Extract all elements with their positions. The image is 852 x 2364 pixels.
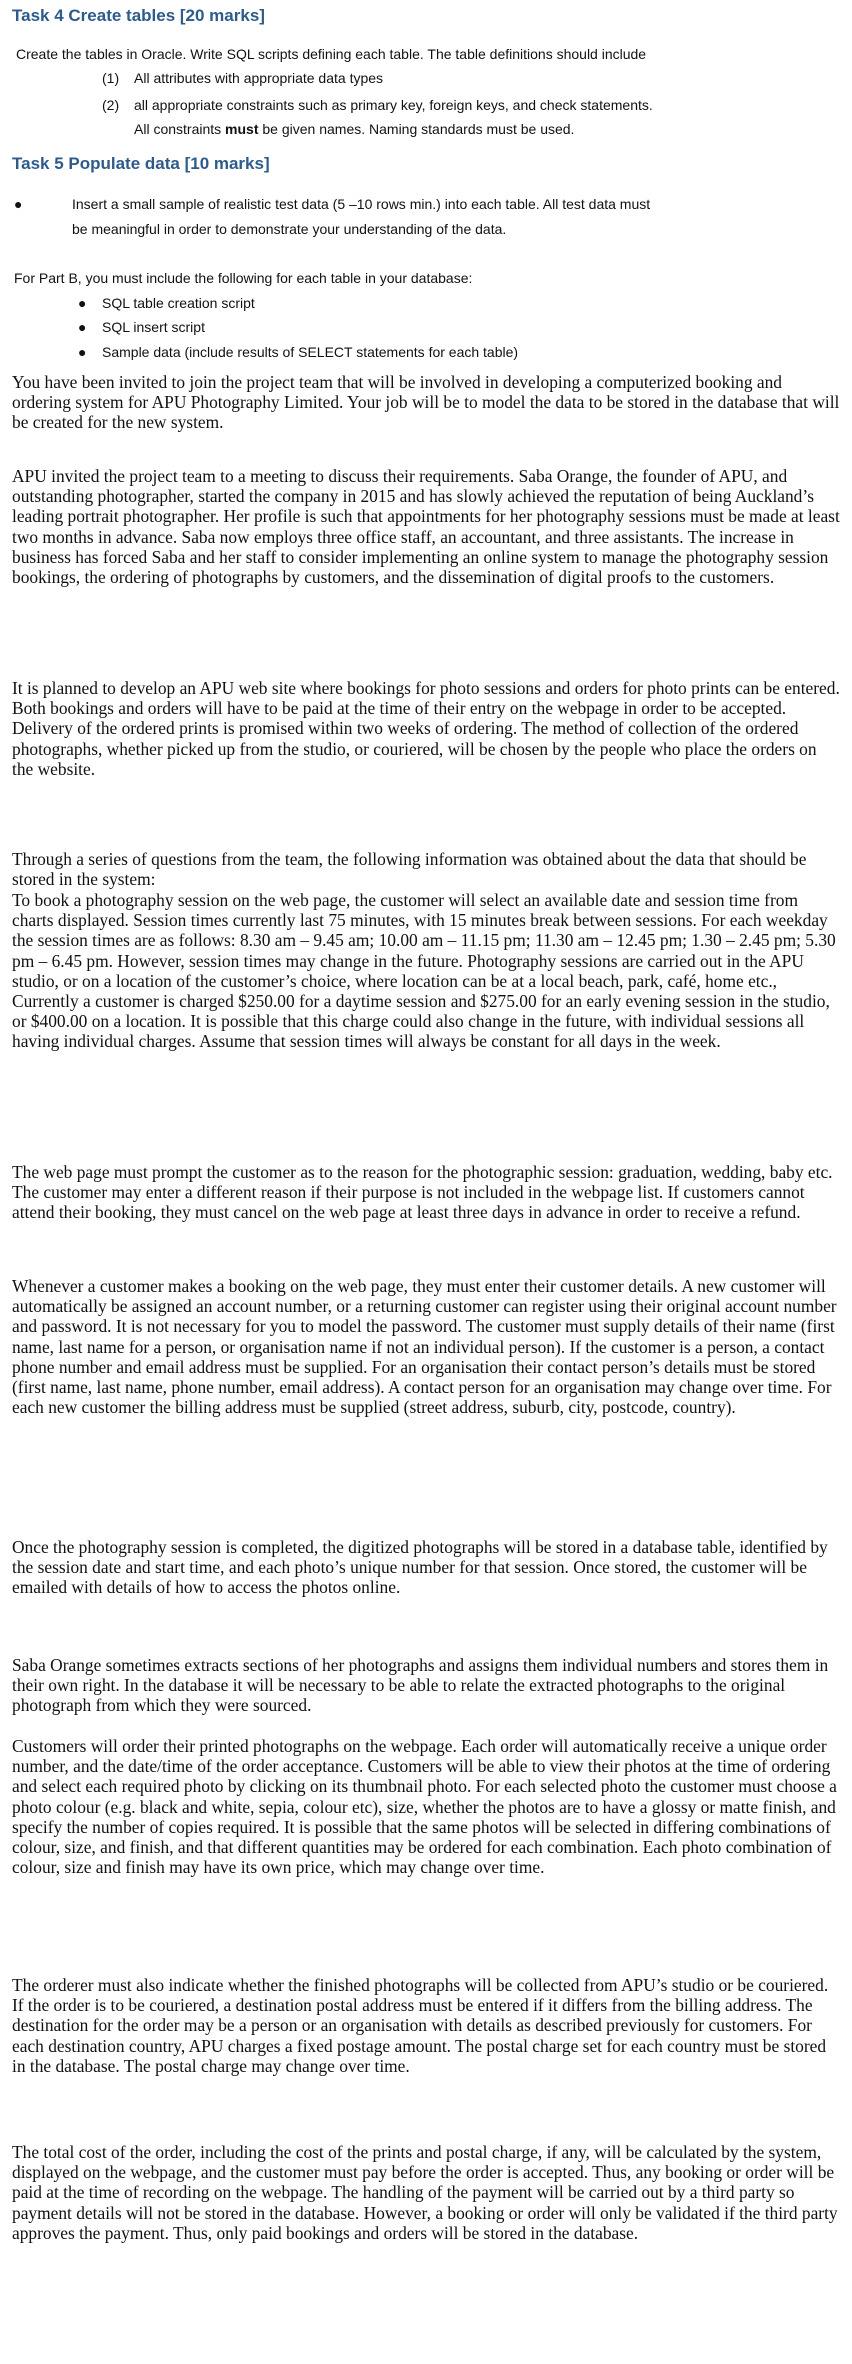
case-paragraph [12, 1276, 842, 1417]
paragraph-text: To book a photography session on the web page, the customer will select an available date and session time from charts displayed. Session times currently last 75 minutes, with 15 minutes break between sessions. For each weekday the session times are as follows: 8.30 am – 9.45 am; 10.00 am – 11.15 pm; 11.30 am – 12.45 pm; 1.30 – 2.45 pm; 5.30 pm – 6.45 pm. However, session times may change in the future. Photography sessions are carried out in the APU studio, or on a location of the customer’s choice, where location can be at a local beach, park, café, home etc., Currently a customer is charged $250.00 for a daytime session and $275.00 for an early evening session in the studio, or $400.00 on a location. It is possible that this charge could also change in the future, with individual sessions all having individual charges. Assume that session times will always be constant for all days in the week. [12, 890, 836, 1052]
case-paragraph [12, 678, 842, 779]
task4-naming-note [134, 121, 574, 137]
task4-item-text: All attributes with appropriate data types [134, 70, 384, 86]
paragraph-text: The orderer must also indicate whether the finished photographs will be collected from APU’s studio or be couriered. If the order is to be couriered, a destination postal address must be entered if it differs from the billing address. The destination for the order may be a person or an organisation with details as described previously for customers. For each destination country, APU charges a fixed postage amount. The postal charge set for each country must be stored in the database. The postal charge may change over time. [12, 1975, 829, 2076]
case-paragraph [12, 466, 842, 587]
case-paragraph [12, 2142, 842, 2243]
bullet-icon: ● [78, 344, 87, 360]
task4-item-text: all appropriate constraints such as primary key, foreign keys, and check statements. [134, 97, 653, 113]
task4-intro: Create the tables in Oracle. Write SQL scripts defining each table. The table definitions should include [16, 46, 647, 62]
task4-item-number: (1) [102, 70, 120, 86]
paragraph-text: Once the photography session is completed, the digitized photographs will be stored in a database table, identified by the session date and start time, and each photo’s unique number for that session. Once stored, the customer will be emailed with details of how to access the photos online. [12, 1537, 828, 1598]
case-paragraph [12, 1162, 842, 1223]
paragraph-text: The total cost of the order, including the cost of the prints and postal charge, if any, will be calculated by the system, displayed on the webpage, and the customer must pay before the order is accepted. Thus, any booking or order will be paid at the time of recording on the webpage. The handling of the payment will be carried out by a third party so payment details will not be stored in the database. However, a booking or order will only be validated if the third party approves the payment. Thus, only paid bookings and orders will be stored in the database. [12, 2142, 838, 2243]
task4-item-number: (2) [102, 97, 120, 113]
note-text: be given names. Naming standards must be used. [258, 121, 575, 137]
paragraph-text: You have been invited to join the project team that will be involved in developing a computerized booking and ordering system for APU Photography Limited. Your job will be to model the data to be stored in the database that will be created for the new system. [12, 372, 840, 433]
partb-item: SQL table creation script [102, 295, 255, 311]
partb-intro: For Part B, you must include the following for each table in your database: [14, 270, 473, 286]
task5-bullet-line: be meaningful in order to demonstrate your understanding of the data. [72, 221, 507, 237]
task5-heading: Task 5 Populate data [10 marks] [12, 154, 270, 173]
case-paragraph [12, 1975, 842, 2076]
task4-heading: Task 4 Create tables [20 marks] [12, 6, 265, 25]
note-emphasis: must [225, 121, 259, 137]
paragraph-text: APU invited the project team to a meeting to discuss their requirements. Saba Orange, the founder of APU, and outstanding photographer, started the company in 2015 and has slowly achieved the reputation of being Auckland’s leading portrait photographer. Her profile is such that appointments for her photography sessions must be made at least two months in advance. Saba now employs three office staff, an accountant, and three assistants. The increase in business has forced Saba and her staff to consider implementing an online system to manage the photography session bookings, the ordering of photographs by customers, and the dissemination of digital proofs to the customers. [12, 466, 840, 588]
bullet-icon: ● [14, 196, 23, 212]
paragraph-text: Whenever a customer makes a booking on the web page, they must enter their customer details. A new customer will automatically be assigned an account number, or a returning customer can register using their original account number and password. It is not necessary for you to model the password. The customer must supply details of their name (first name, last name for a person, or organisation name if not an individual person). If the customer is a person, a contact phone number and email address must be supplied. For an organisation their contact person’s details must be stored (first name, last name, phone number, email address). A contact person for an organisation may change over time. For each new customer the billing address must be supplied (street address, suburb, city, postcode, country). [12, 1276, 837, 1418]
paragraph-text: Through a series of questions from the team, the following information was obtained about the data that should be stored in the system: [12, 849, 807, 890]
paragraph-text: Saba Orange sometimes extracts sections of her photographs and assigns them individual numbers and stores them in their own right. In the database it will be necessary to be able to relate the extracted photographs to the original photograph from which they were sourced. [12, 1655, 829, 1716]
task5-bullet-line: Insert a small sample of realistic test data (5 –10 rows min.) into each table. All test data must [72, 196, 651, 212]
case-paragraph [12, 849, 842, 889]
case-paragraph [12, 1736, 842, 1877]
case-paragraph [12, 1537, 842, 1598]
case-paragraph [12, 1655, 842, 1716]
case-paragraph [12, 890, 842, 1052]
note-text: All constraints [134, 121, 226, 137]
paragraph-text: Customers will order their printed photographs on the webpage. Each order will automatically receive a unique order number, and the date/time of the order acceptance. Customers will be able to view their photos at the time of ordering and select each required photo by clicking on its thumbnail photo. For each selected photo the customer must choose a photo colour (e.g. black and white, sepia, colour etc), size, whether the photos are to have a glossy or matte finish, and specify the number of copies required. It is possible that the same photos will be selected in differing combinations of colour, size, and finish, and that different quantities may be ordered for each combination. Each photo combination of colour, size and finish may have its own price, which may change over time. [12, 1736, 837, 1878]
paragraph-text: It is planned to develop an APU web site where bookings for photo sessions and orders for photo prints can be entered. Both bookings and orders will have to be paid at the time of their entry on the webpage in order to be accepted. Delivery of the ordered prints is promised within two weeks of ordering. The method of collection of the ordered photographs, whether picked up from the studio, or couriered, will be chosen by the people who place the orders on the website. [12, 678, 840, 779]
bullet-icon: ● [78, 319, 87, 335]
partb-item: SQL insert script [102, 319, 205, 335]
case-paragraph [12, 372, 842, 433]
partb-item: Sample data (include results of SELECT statements for each table) [102, 344, 519, 360]
bullet-icon: ● [78, 295, 87, 311]
paragraph-text: The web page must prompt the customer as to the reason for the photographic session: graduation, wedding, baby etc. The customer may enter a different reason if their purpose is not included in the webpage list. If customers cannot attend their booking, they must cancel on the web page at least three days in advance in order to receive a refund. [12, 1162, 833, 1223]
